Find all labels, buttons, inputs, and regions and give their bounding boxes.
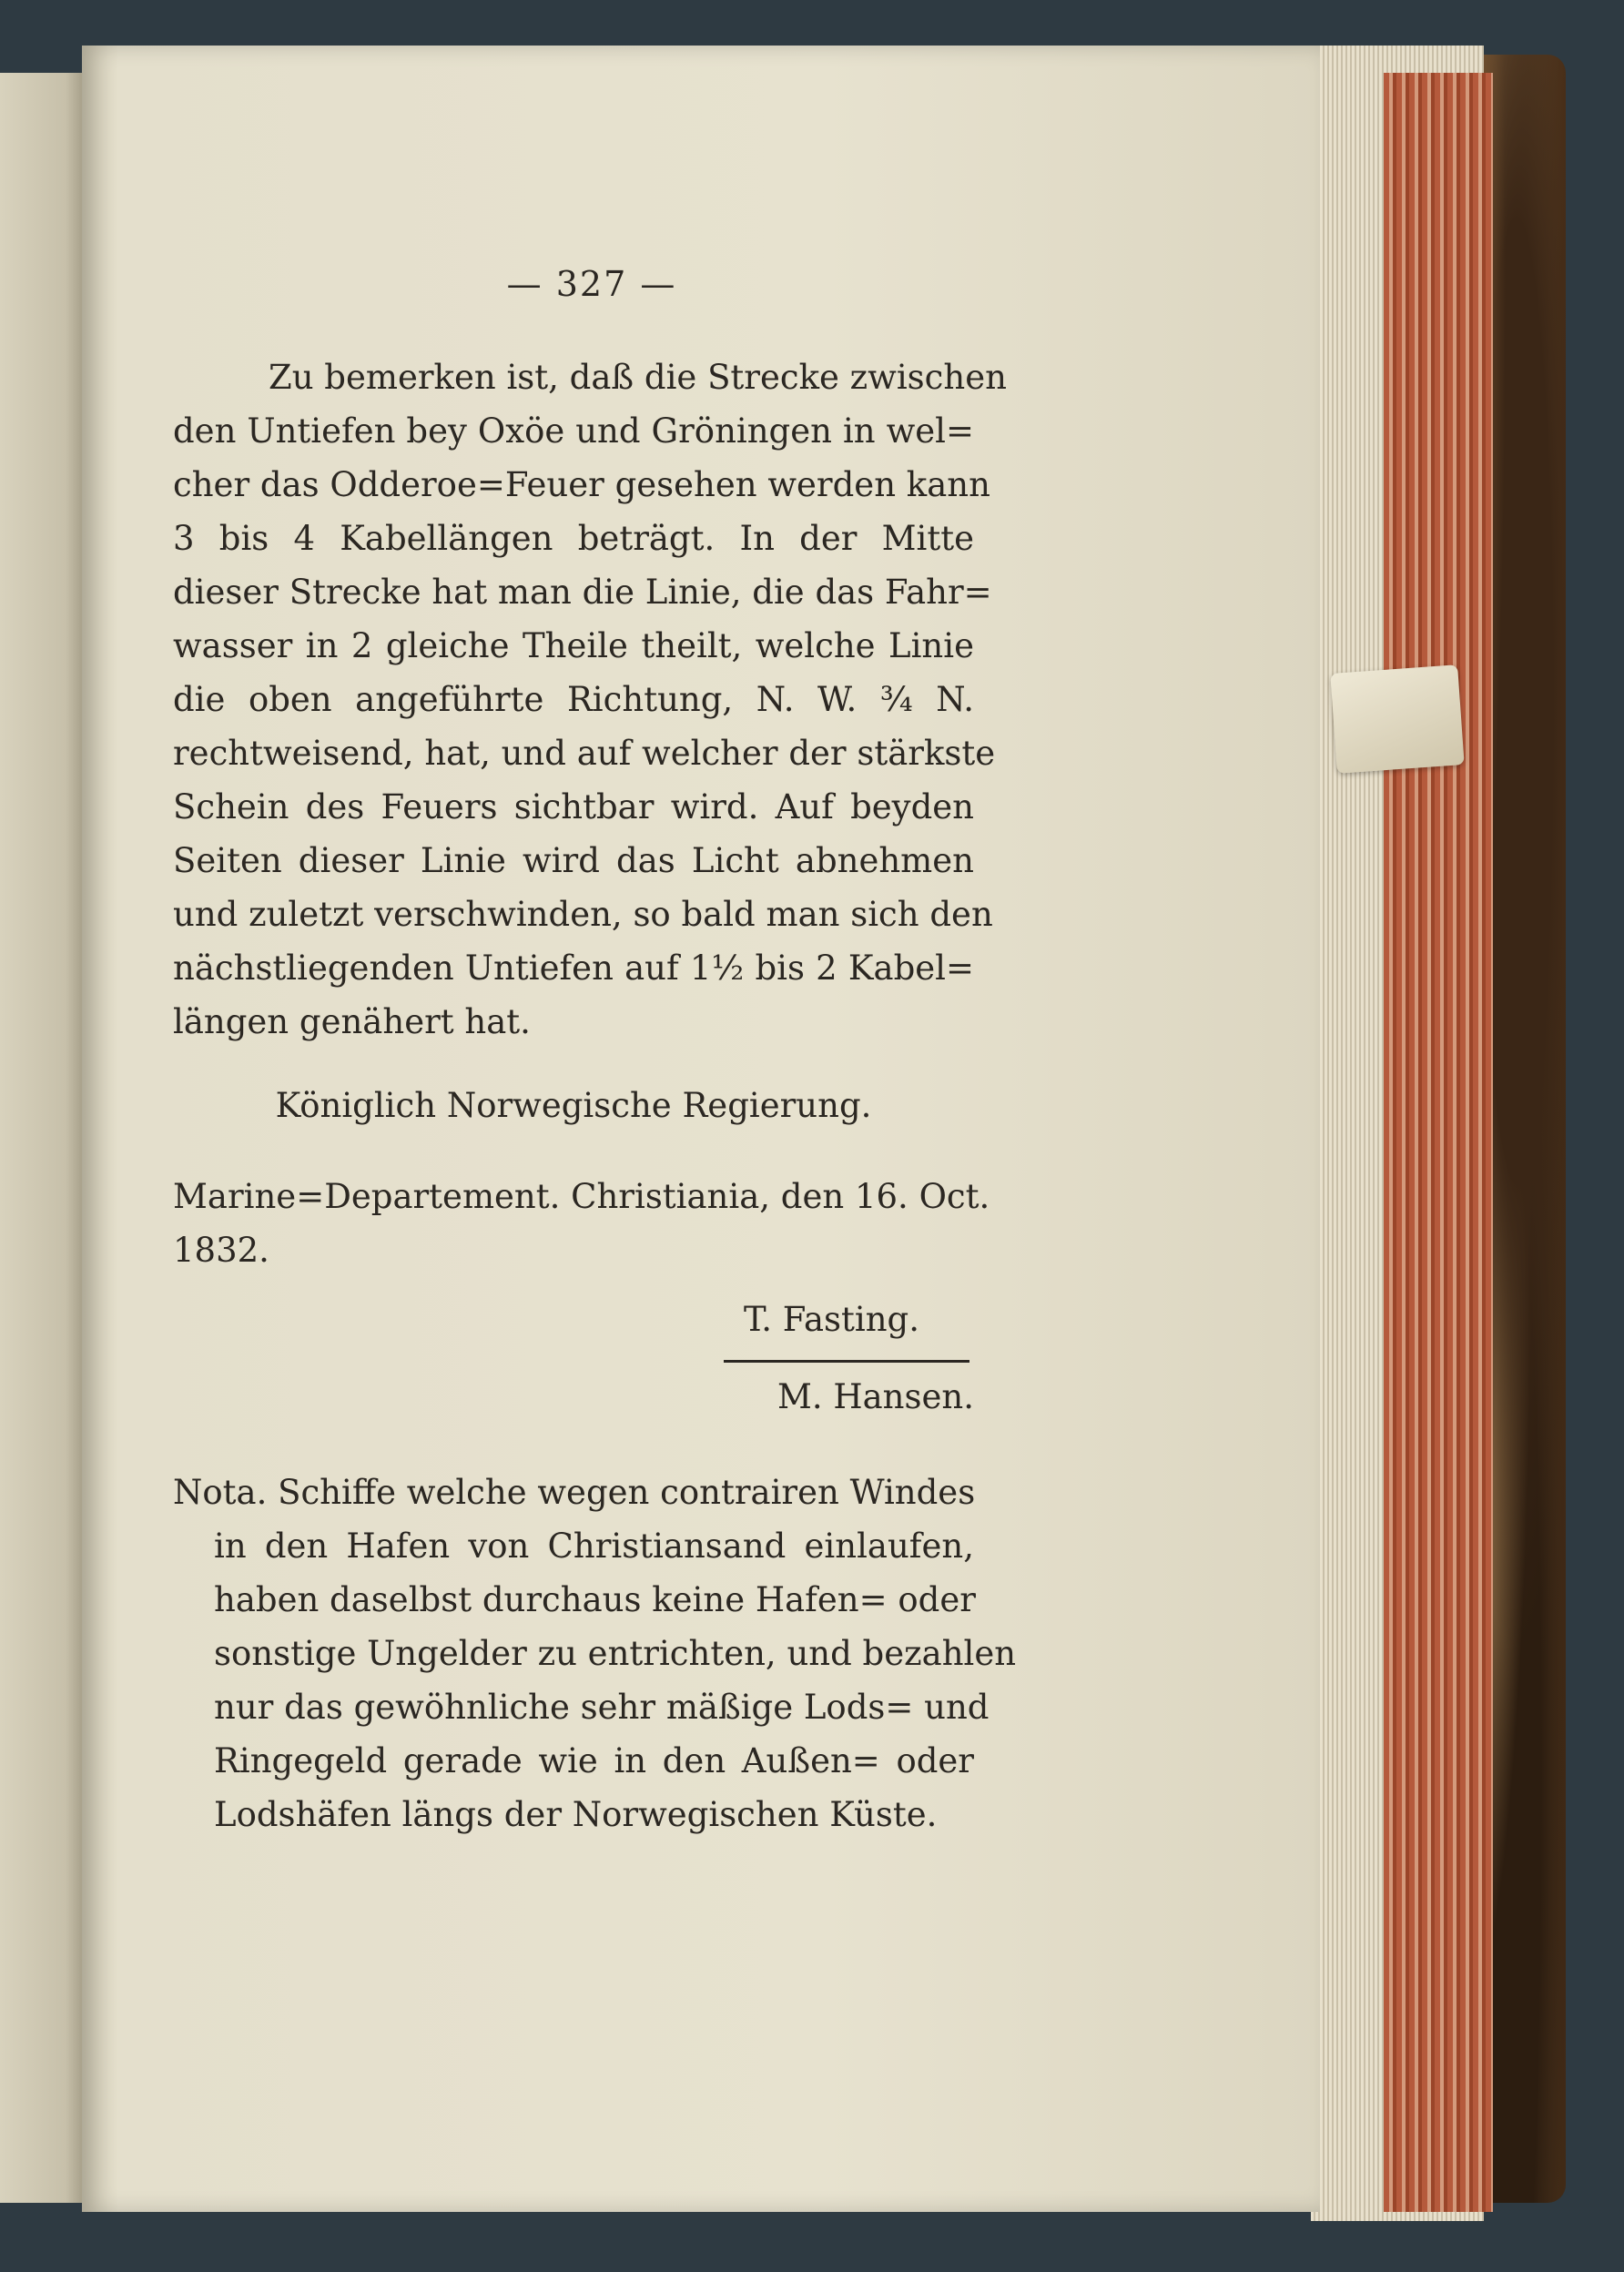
- paragraph-line: dieser Strecke hat man die Linie, die das Fahr=: [173, 573, 992, 612]
- main-paragraph: [173, 350, 1007, 1049]
- nota-line: sonstige Ungelder zu entrichten, und bezahlen: [214, 1634, 1017, 1673]
- paragraph-line: wasser in 2 gleiche Theile theilt, welche Linie: [173, 626, 974, 665]
- paragraph-line: Seiten dieser Linie wird das Licht abnehmen: [173, 841, 974, 880]
- signature-rule: [724, 1360, 969, 1363]
- nota-line: Ringegeld gerade wie in den Außen= oder: [214, 1741, 974, 1780]
- paragraph-line: den Untiefen bey Oxöe und Gröningen in wel=: [173, 411, 974, 451]
- dateline-line: Marine=Departement. Christiania, den 16. Oct.: [173, 1177, 990, 1216]
- page-number: — 327 —: [506, 264, 677, 304]
- left-page-edge: [0, 73, 82, 2203]
- signature-second: M. Hansen.: [776, 1377, 974, 1416]
- paragraph-line: rechtweisend, hat, und auf welcher der stärkste: [173, 734, 996, 773]
- paragraph-line: längen genähert hat.: [173, 1002, 531, 1041]
- dateline: [173, 1170, 990, 1277]
- paragraph-line: Zu bemerken ist, daß die Strecke zwischen: [269, 358, 1007, 397]
- paragraph-line: nächstliegenden Untiefen auf 1½ bis 2 Kabel=: [173, 948, 974, 988]
- nota-block: [173, 1466, 1017, 1841]
- paragraph-line: Schein des Feuers sichtbar wird. Auf beyden: [173, 787, 974, 827]
- nota-line: Lodshäfen längs der Norwegischen Küste.: [214, 1795, 938, 1834]
- paragraph-line: cher das Odderoe=Feuer gesehen werden kann: [173, 465, 990, 504]
- paragraph-line: die oben angeführte Richtung, N. W. ¾ N.: [173, 680, 974, 719]
- page-tab: [1330, 664, 1464, 773]
- nota-line: haben daselbst durchaus keine Hafen= oder: [214, 1580, 976, 1619]
- paragraph-line: 3 bis 4 Kabellängen beträgt. In der Mitte: [173, 519, 974, 558]
- signature-block: [173, 1293, 974, 1346]
- signature-block-2: [173, 1370, 974, 1424]
- paragraph-line: und zuletzt verschwinden, so bald man sich den: [173, 895, 993, 934]
- authority-line: [173, 1079, 974, 1132]
- signature-first: T. Fasting.: [744, 1300, 919, 1339]
- nota-line: in den Hafen von Christiansand einlaufen,: [214, 1526, 974, 1566]
- dateline-line: 1832.: [173, 1231, 269, 1270]
- red-page-edges: [1384, 73, 1493, 2212]
- nota-line: Nota. Schiffe welche wegen contrairen Windes: [173, 1473, 976, 1512]
- nota-line: nur das gewöhnliche sehr mäßige Lods= und: [214, 1688, 990, 1727]
- authority-text: Königlich Norwegische Regierung.: [275, 1086, 872, 1125]
